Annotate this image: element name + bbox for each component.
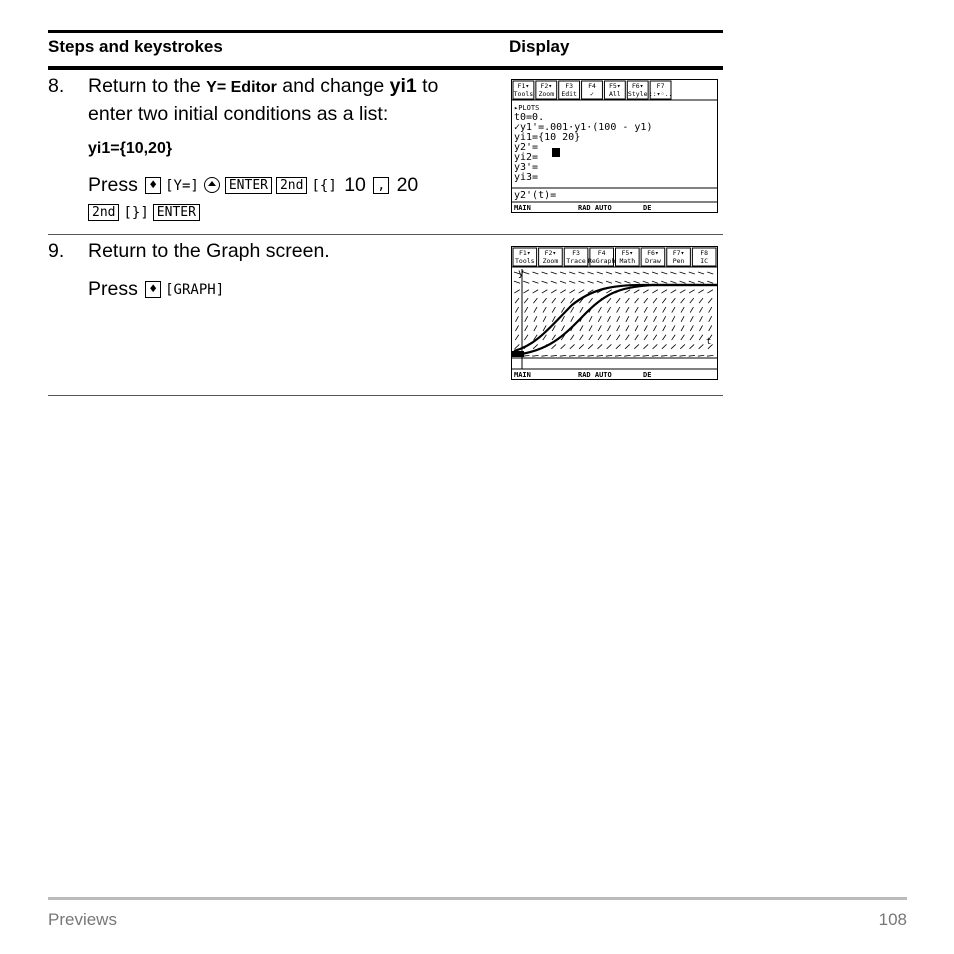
s1-tab-label-2-0: F3 xyxy=(565,82,574,90)
status-angle: RAD AUTO xyxy=(578,371,612,379)
footer-rule xyxy=(48,897,907,900)
s2-tab-label-1-0: F2▾ xyxy=(544,249,557,257)
s2-tab-label-4-0: F5▾ xyxy=(621,249,634,257)
s1-tab-label-4-0: F5▾ xyxy=(608,82,621,90)
step8-instruction: Return to the Y= Editor and change yi1 to enter two initial conditions as a list: xyxy=(88,75,439,125)
s2-tab-label-4-1: Math xyxy=(619,257,636,265)
status-graph: DE xyxy=(643,204,652,212)
y-axis-label: y xyxy=(518,268,525,279)
editor-lines xyxy=(514,104,652,183)
left-brace-key: [ { ] xyxy=(311,173,336,199)
status-angle: RAD AUTO xyxy=(578,204,612,212)
editor-line-1: t0=0. xyxy=(514,112,545,123)
s2-tab-label-1-1: Zoom xyxy=(542,257,559,265)
s1-tab-label-2-1: Edit xyxy=(561,90,577,98)
editor-line-4: y2'= xyxy=(514,142,539,153)
calculator-screen-graph xyxy=(511,246,718,380)
graph-key: [ GRAPH ] xyxy=(165,277,224,303)
s1-tab-label-3-1: ✓ xyxy=(590,90,594,98)
s1-tab-label-5-1: Style xyxy=(627,90,648,98)
status-graph: DE xyxy=(643,371,652,379)
bottom-rule xyxy=(48,395,723,396)
header-steps: Steps and keystrokes xyxy=(48,37,223,56)
s1-tab-label-4-1: All xyxy=(608,90,621,98)
y-equals-key: [ Y= ] xyxy=(165,173,199,199)
status-mode: MAIN xyxy=(514,204,531,212)
s2-tab-label-3-0: F4 xyxy=(597,249,606,257)
s2-tab-label-0-1: Tools xyxy=(515,257,535,265)
y-editor-term: Y= Editor xyxy=(206,79,277,96)
step9-number: 9. xyxy=(48,240,65,262)
s1-tab-label-0-0: F1▾ xyxy=(517,82,530,90)
header-display: Display xyxy=(509,37,570,56)
top-rule xyxy=(48,30,723,33)
step9-keystrokes: Press ♦[ GRAPH ] xyxy=(88,276,226,303)
editor-line-5: yi2= xyxy=(514,152,539,163)
cursor-block xyxy=(552,148,560,157)
s1-tab-label-0-1: Tools xyxy=(513,90,534,98)
diamond-key: ♦ xyxy=(145,177,161,194)
editor-line-2: ✓y1'=.001·y1·(100 - y1) xyxy=(514,122,653,133)
s1-tab-label-6-0: F7 xyxy=(656,82,665,90)
step8-keystrokes: Press ♦[ Y= ] ENTER 2nd[ { ] 10 , 20 2nd[ } ] ENTER xyxy=(88,172,498,226)
s2-tab-label-5-1: Draw xyxy=(645,257,661,265)
s2-tab-label-3-1: ReGraph xyxy=(587,257,616,265)
diamond-key-3: ♦ xyxy=(145,281,161,298)
editor-line-6: y3'= xyxy=(514,162,539,173)
toolbar-tabs xyxy=(512,248,717,267)
s2-tab-label-5-0: F6▾ xyxy=(647,249,659,257)
calculator-screen-y-editor xyxy=(511,79,718,213)
s2-tab-label-0-0: F1▾ xyxy=(518,249,531,257)
comma-key: , xyxy=(373,177,389,194)
status-mode: MAIN xyxy=(514,371,531,379)
s2-tab-label-2-1: Trace xyxy=(566,257,586,265)
entry-line: y2'(t)= xyxy=(514,190,557,201)
right-brace-key: [ } ] xyxy=(123,200,148,226)
s1-tab-label-1-1: Zoom xyxy=(538,90,555,98)
s1-tab-label-3-0: F4 xyxy=(588,82,596,90)
solution-curve-yi20 xyxy=(514,285,717,351)
row-rule xyxy=(48,234,723,235)
s1-tab-label-6-1: ::▾◦.. xyxy=(648,90,673,98)
yi1-term: yi1 xyxy=(389,75,417,97)
s2-tab-label-6-0: F7▾ xyxy=(672,249,685,257)
step8-number: 8. xyxy=(48,75,65,97)
s2-tab-label-2-0: F3 xyxy=(572,249,580,257)
editor-line-0: ▸PLOTS xyxy=(514,104,540,112)
t-axis-label: t xyxy=(706,337,712,347)
s2-tab-label-7-0: F8 xyxy=(700,249,709,257)
enter-key: ENTER xyxy=(225,177,272,194)
editor-line-3: yi1={10 20} xyxy=(514,132,581,143)
up-arrow-key-icon xyxy=(204,177,220,193)
graph-display xyxy=(512,247,717,379)
toolbar-tabs xyxy=(512,81,717,100)
second-key-2: 2nd xyxy=(88,204,119,221)
step9-instruction: Return to the Graph screen. xyxy=(88,240,330,262)
header-rule xyxy=(48,66,723,70)
y-editor-display xyxy=(512,80,717,212)
footer-section: Previews xyxy=(48,910,117,929)
s1-tab-label-1-0: F2▾ xyxy=(540,82,553,90)
s2-tab-label-7-1: IC xyxy=(700,257,709,265)
second-key: 2nd xyxy=(276,177,307,194)
step8-code: yi1={10,20} xyxy=(88,140,173,157)
enter-key-2: ENTER xyxy=(153,204,200,221)
s2-tab-label-6-1: Pen xyxy=(672,257,685,265)
editor-line-7: yi3= xyxy=(514,172,539,183)
page-number: 108 xyxy=(878,910,907,929)
s1-tab-label-5-0: F6▾ xyxy=(631,82,644,90)
